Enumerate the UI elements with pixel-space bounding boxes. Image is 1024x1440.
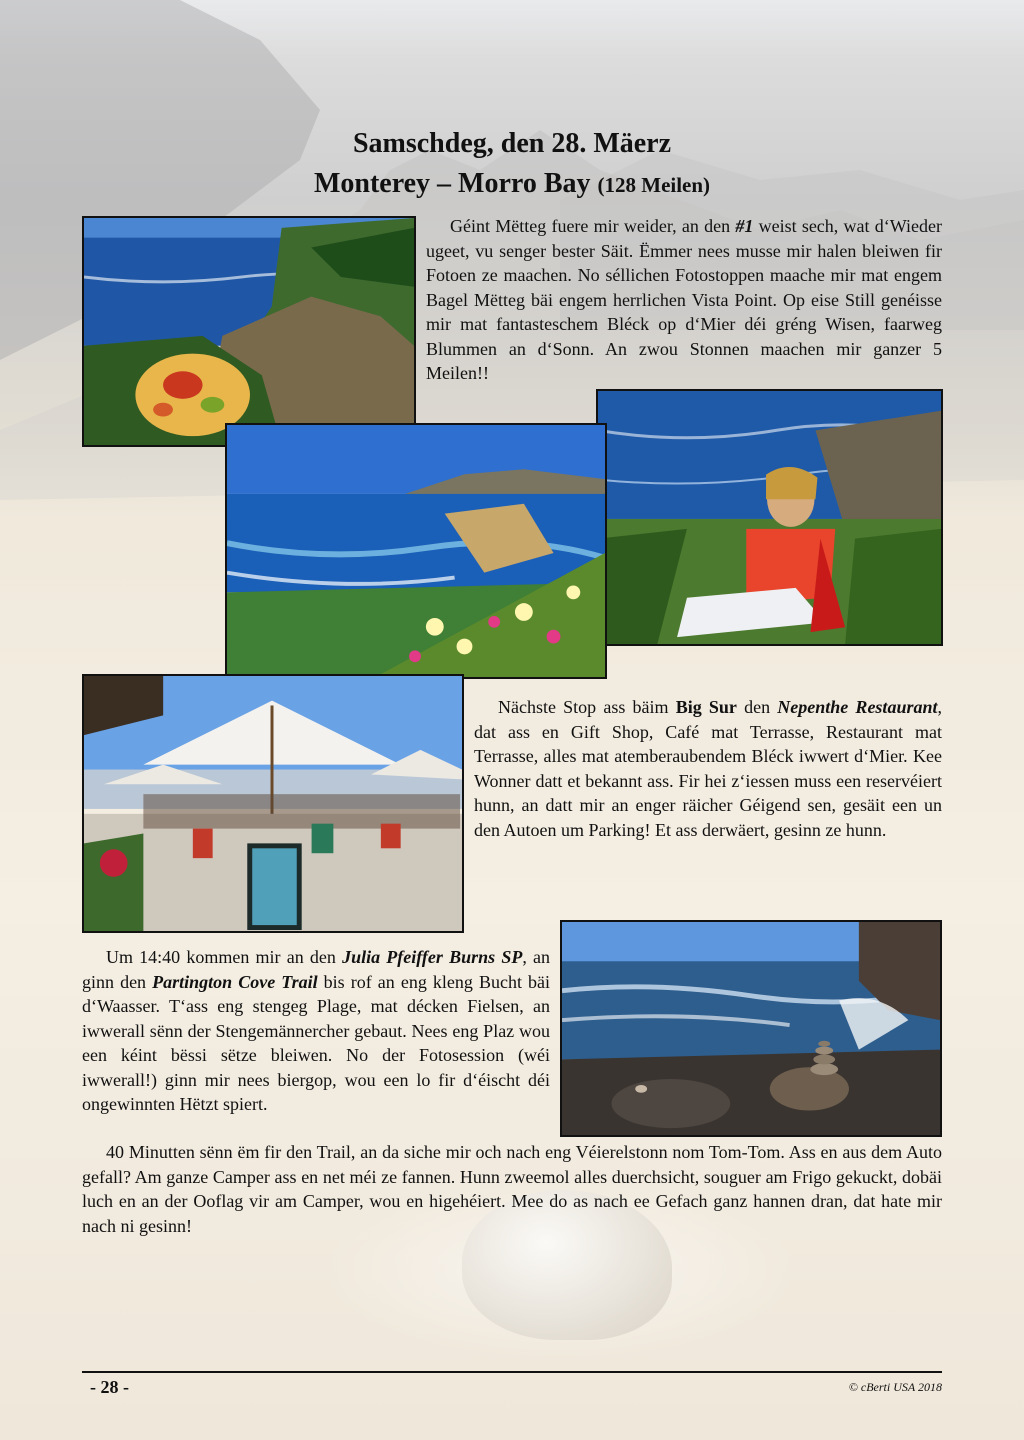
- p2-text-start: Nächste Stop ass bäim: [498, 697, 676, 717]
- p1-highway: #1: [735, 216, 754, 236]
- paragraph-partington: [82, 945, 550, 1117]
- p2-text-end: , dat ass en Gift Shop, Café mat Terrasse, Restaurant mat Terrasse, alles mat atemberaubendem Bléck iwwert d‘Mier. Kee Wonner datt et bekannt ass. Fir hei z‘iessen muss een reservéiert hunn, an datt mir an enger räicher Géigend sen, gesäit een un den Autoen um Parking! Et ass derwäert, gesinn ze hunn.: [474, 697, 942, 840]
- p2-big-sur: Big Sur: [675, 697, 737, 717]
- route-label: Monterey – Morro Bay: [313, 168, 591, 199]
- page-number: - 28 -: [90, 1377, 129, 1397]
- p2-text-mid: den: [736, 697, 778, 717]
- photo-coast-flowers: [225, 423, 607, 679]
- p3-trail-name: Partington Cove Trail: [152, 971, 318, 992]
- page-title: Samschdeg, den 28. Mäerz: [352, 128, 672, 159]
- paragraph-big-sur: [474, 695, 942, 842]
- photo-woman-chair: [596, 389, 943, 646]
- photo-nepenthe-terrace: [82, 674, 464, 933]
- p3-text-mid: , an ginn den: [82, 947, 551, 992]
- p1-text-start: Géint Mëtteg fuere mir weider, an den: [450, 216, 736, 236]
- copyright: © cBerti USA 2018: [848, 1380, 942, 1394]
- route-distance: (128 Meilen): [597, 173, 711, 197]
- paragraph-intro: [426, 214, 942, 386]
- photo-partington-cove: [560, 920, 942, 1137]
- route-heading: [0, 168, 1024, 200]
- p1-text-end: weist sech, wat d‘Wieder ugeet, vu senger bester Säit. Ëmmer nees musse mir halen bleiwen fir Fotoen ze maachen. No séllichen Fotostoppen maache mir mat engem Bagel Mëtteg bäi engem herrlichen Vista Point. Op eise Still genéisse mir mat fantasteschem Bléck op d‘Mier déi gréng Wisen, faarweg Blummen an d‘Sonn. An zwou Stonnen maachen mir ganzer 5 Meilen!!: [426, 216, 942, 383]
- photo-coast-bagel: [82, 216, 416, 447]
- p2-restaurant-name: Nepenthe Restaurant: [777, 697, 938, 717]
- p3-text-start: Um 14:40 kommen mir an den: [106, 947, 343, 967]
- paragraph-tomtom: 40 Minutten sënn ëm fir den Trail, an da siche mir och nach eng Véierelstonn nom Tom-Tom. Ass en aus dem Auto gefall? Am ganze Camper ass en net méi ze fannen. Hunn zweemol alles duerchsicht, souguer am Frigo gekuckt, dobäi luch en an der Ooflag vir am Camper, wou en higehéiert. Mee do as nach ee Gefach ganz hannen dran, dat hate mir nach ni gesinn!: [82, 1142, 942, 1236]
- footer-divider: [82, 1371, 942, 1373]
- p3-park-name: Julia Pfeiffer Burns SP: [342, 947, 523, 967]
- p3-text-end: bis rof an eng kleng Bucht bäi d‘Waasser. T‘ass eng stengeg Plage, mat décken Fielsen, an iwwerall sënn der Stengemännercher gebaut. Nees eng Plaz wou een kéint bëssi sëtze bleiwen. No der Fotosession (wéi iwwerall!) ginn mir nees biergop, wou een lo fir d‘éischt déi ongewinnten Hëtzt spiert.: [82, 971, 551, 1114]
